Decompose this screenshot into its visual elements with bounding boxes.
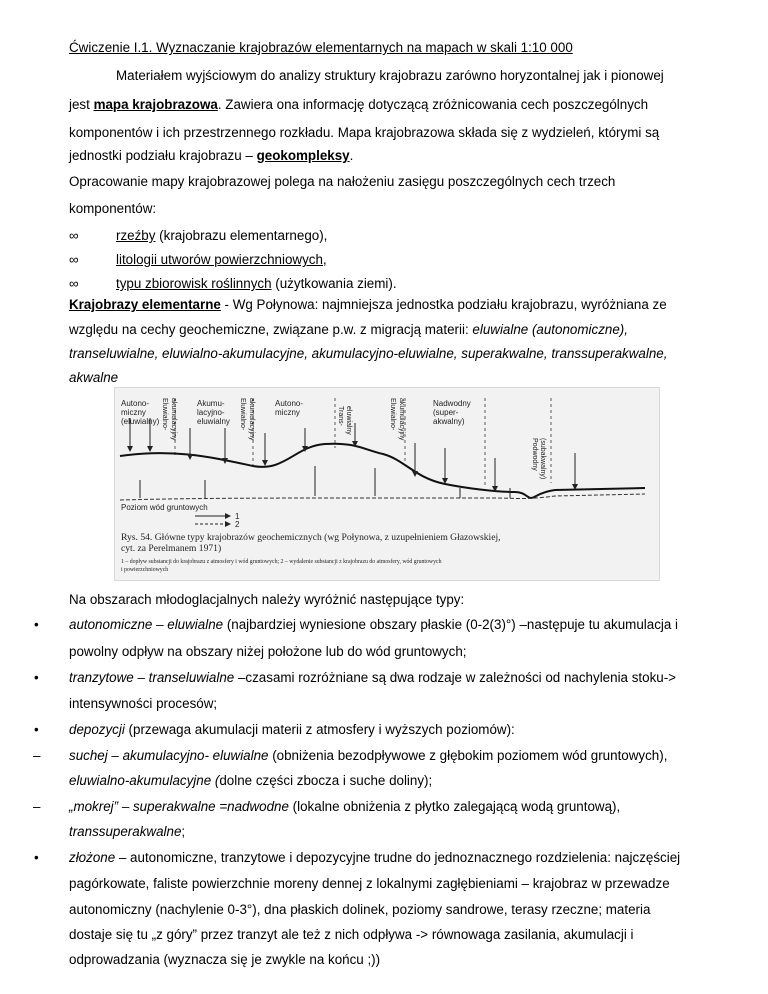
list-item — [69, 670, 676, 686]
text: autonomiczne – eluwialne — [69, 617, 224, 632]
label: akumulacyjny — [170, 398, 177, 441]
bullet-marker: • — [34, 617, 39, 632]
list-item-cont: odprowadzania (wyznacza się je zwykle na końcu ;)) — [69, 952, 381, 967]
label: (super- — [433, 408, 459, 417]
bullet-marker: • — [34, 850, 39, 865]
landscape-diagram — [115, 388, 659, 580]
label: Podwodny — [531, 438, 538, 471]
text: litologii utworów powierzchniowych, — [116, 252, 327, 267]
text: tranzytowe – transeluwialne — [69, 670, 235, 685]
label: Autono- — [121, 399, 150, 408]
dash-marker: – — [33, 799, 41, 814]
text: rzeźby — [116, 228, 156, 243]
terrain-surface — [120, 444, 645, 498]
p2-line1: Opracowanie mapy krajobrazowej polega na nałożeniu zasięgu poszczególnych cech trzech — [69, 174, 616, 189]
term-krajobrazy-elementarne: Krajobrazy elementarne — [69, 297, 221, 312]
label: (subakwalny) — [539, 438, 546, 480]
list-item — [69, 748, 667, 764]
text: suchej – akumulacyjno- eluwialne — [69, 748, 269, 763]
text: . — [349, 148, 354, 163]
p4-line: Na obszarach młodoglacjalnych należy wyróżnić następujące typy: — [69, 592, 465, 607]
label: eluwialny — [345, 406, 352, 435]
label: Akumu- — [197, 399, 225, 408]
label: Nadwodny — [433, 399, 471, 408]
list-item — [69, 799, 620, 815]
text: depozycji — [69, 722, 125, 737]
bullet-marker: • — [34, 722, 39, 737]
arrows-upward — [140, 466, 510, 498]
term-geokompleksy: geokompleksy — [256, 148, 350, 163]
list-item — [69, 617, 678, 633]
title — [69, 40, 573, 56]
label: akumulacyjny — [398, 398, 405, 441]
text: typu zbiorowisk roślinnych — [116, 276, 272, 291]
label: Trans- — [337, 406, 344, 426]
p2-line2: komponentów: — [69, 201, 157, 216]
legend — [195, 512, 240, 529]
title-text: Ćwiczenie I.1. Wyznaczanie krajobrazów elementarnych na mapach w skali 1:10 000 — [69, 40, 573, 55]
list-item-cont — [69, 824, 185, 840]
legend-label: 2 — [235, 520, 240, 529]
figure-caption — [121, 532, 501, 573]
text: eluwialne (autonomiczne), — [472, 322, 628, 337]
list-item — [116, 276, 397, 292]
list-item — [116, 252, 327, 268]
text: „mokrej” – superakwalne =nadwodne — [69, 799, 289, 814]
text: (lokalne obniżenia z płytko zalegającą wodą gruntową), — [288, 799, 621, 814]
list-item-cont: dostaje się tu „z góry” przez tranzyt ale też z nich odpływa -> równowaga zasilania, akumulacji i — [69, 927, 634, 942]
text: (użytkowania ziemi). — [271, 276, 397, 291]
text: –czasami rozróżniane są dwa rodzaje w zależności od nachylenia stoku-> — [234, 670, 676, 685]
list-item — [69, 722, 515, 738]
caption-line: Rys. 54. Główne typy krajobrazów geochemicznych (wg Połynowa, z uzupełnieniem Głazowskiej, — [121, 532, 501, 543]
label: akwalny) — [433, 417, 465, 426]
bullet-marker: • — [34, 670, 39, 685]
p3-line4: akwalne — [69, 370, 119, 385]
p1-line3: komponentów i ich przestrzennego rozkładu. Mapa krajobrazowa składa się z wydzieleń, którymi są — [69, 125, 660, 140]
label: eluwialny — [197, 417, 230, 426]
text: względu na cechy geochemiczne, związane p.w. z migracją materii: — [69, 322, 473, 337]
text: – autonomiczne, tranzytowe i depozycyjne trudne do jednoznacznego rozdzielenia: najczęściej — [115, 850, 681, 865]
text: (najbardziej wyniesione obszary płaskie (0-2(3)°) –następuje tu akumulacja i — [223, 617, 679, 632]
list-marker: ∞ — [69, 228, 79, 243]
list-item-cont: pagórkowate, faliste powierzchnie moreny dennej z lokalnymi zagłębieniami – krajobraz w przewadze — [69, 876, 670, 891]
list-item-cont: intensywności procesów; — [69, 696, 218, 711]
label: lacyjno- — [197, 408, 225, 417]
list-marker: ∞ — [69, 252, 79, 267]
caption-line: 1 – dopływ substancji do krajobrazu z atmosfery i wód gruntowych; 2 – wydalenie substancji z krajobrazu do atmosfery, wód gruntowych — [121, 559, 442, 565]
legend-label: 1 — [235, 512, 240, 521]
p1-line2 — [69, 97, 648, 113]
p3-line2 — [69, 322, 628, 338]
landscape-types-figure — [114, 387, 660, 581]
term-mapa-krajobrazowa: mapa krajobrazowa — [93, 97, 218, 112]
text: - Wg Połynowa: najmniejsza jednostka podziału krajobrazu, wyróżniana ze — [220, 297, 667, 312]
list-item — [116, 228, 327, 244]
arrowheads — [127, 441, 578, 492]
text: ; — [181, 824, 186, 839]
groundwater-line — [120, 494, 645, 500]
label: Autono- — [275, 399, 304, 408]
dash-marker: – — [33, 748, 41, 763]
groundwater-label: Poziom wód gruntowych — [121, 503, 208, 512]
text: dolne części zbocza i suche doliny); — [219, 773, 433, 788]
text: . Zawiera ona informację dotyczącą zróżnicowania cech poszczególnych — [217, 97, 649, 112]
text: (obniżenia bezodpływowe z głębokim poziomem wód gruntowych), — [268, 748, 668, 763]
p3-line3: transeluwialne, eluwialno-akumulacyjne, akumulacyjno-eluwialne, superakwalne, transsuperakwalne, — [69, 346, 668, 361]
list-marker: ∞ — [69, 276, 79, 291]
text: (krajobrazu elementarnego), — [155, 228, 328, 243]
label: miczny — [121, 408, 146, 417]
label: Eluwialno- — [239, 398, 246, 431]
p1-line4 — [69, 148, 353, 164]
caption-line: i powierzchniowych — [121, 567, 169, 573]
list-item-cont: autonomiczny (nachylenie 0-3°), dna płaskich dolinek, poziomy sandrowe, terasy rzeczne; materia — [69, 902, 651, 917]
p3-line1 — [69, 297, 667, 313]
text: (przewaga akumulacji materii z atmosfery i wyższych poziomów): — [124, 722, 515, 737]
p1-line1: Materiałem wyjściowym do analizy struktury krajobrazu zarówno horyzontalnej jak i pionowej — [116, 68, 664, 83]
text: złożone — [69, 850, 116, 865]
list-item — [69, 850, 680, 866]
caption-line: cyt. za Perelmanem 1971) — [121, 543, 222, 554]
list-item-cont: powolny odpływ na obszary niżej położone lub do wód gruntowych; — [69, 644, 467, 659]
list-item-cont — [69, 773, 432, 789]
text: jednostki podziału krajobrazu – — [69, 148, 257, 163]
label: Eluwialno- — [161, 398, 168, 431]
text: eluwialno-akumulacyjne ( — [69, 773, 220, 788]
label: (eluwialny) — [121, 417, 160, 426]
text: transsuperakwalne — [69, 824, 182, 839]
text: jest — [69, 97, 94, 112]
label: Eluwialno- — [389, 398, 396, 431]
label: akumulacyjny — [248, 398, 255, 441]
label: miczny — [275, 408, 300, 417]
